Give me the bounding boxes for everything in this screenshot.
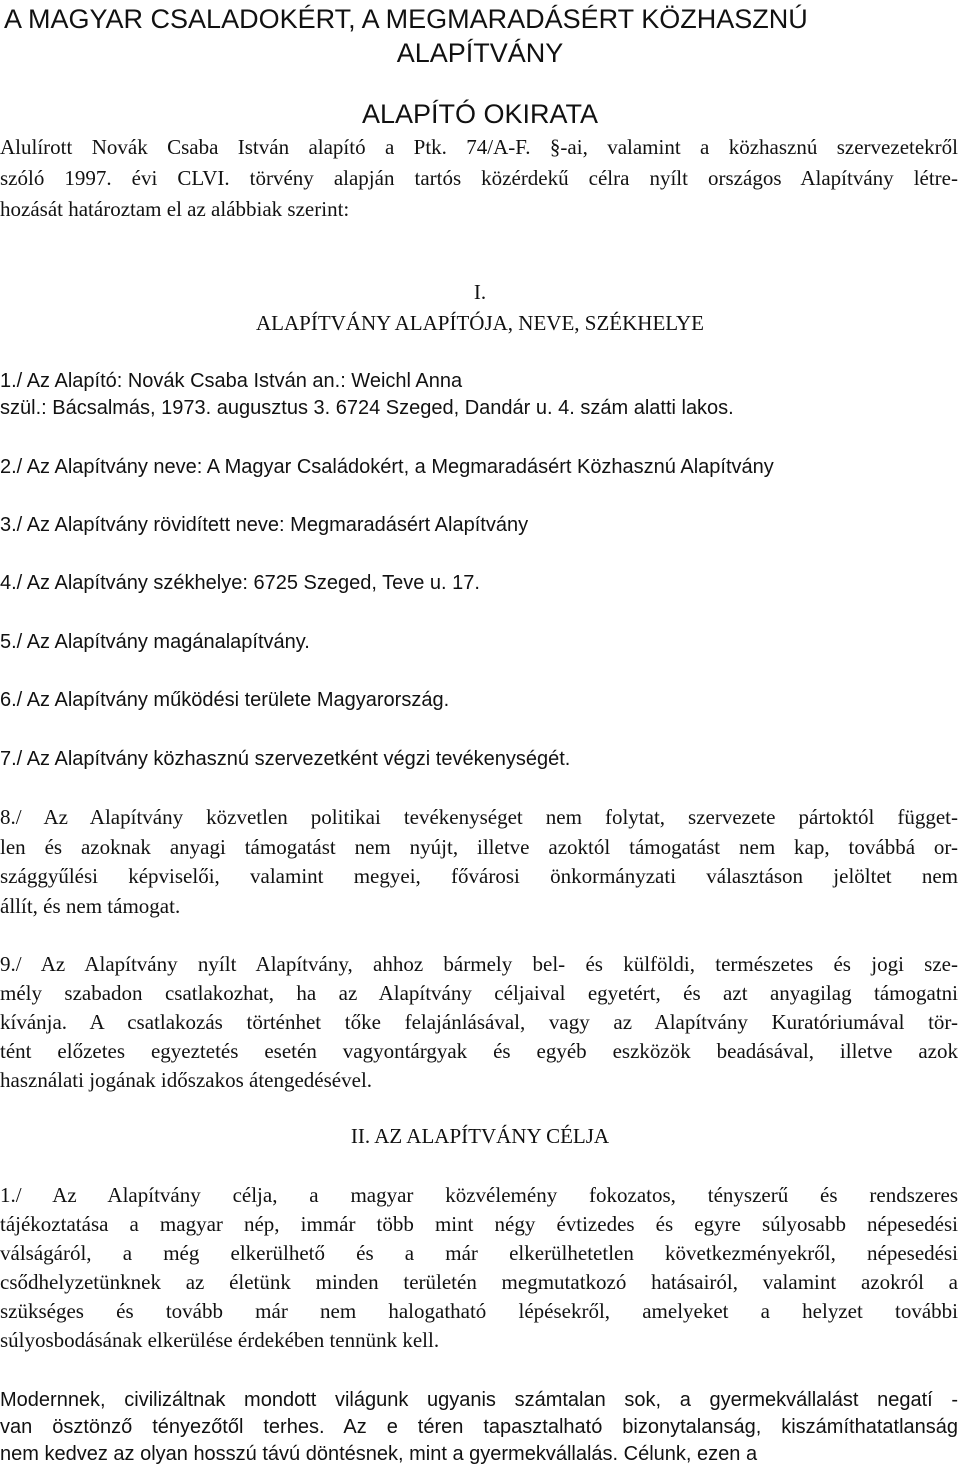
item-4: 4./ Az Alapítvány székhelye: 6725 Szeged, Teve u. 17. [0, 572, 480, 594]
section-1-number: I. [473, 280, 487, 304]
goal-paragraph-line-2: tájékoztatása a magyar nép, immár több mint négy évtizedes és egyre súlyosabb népesedési [0, 1212, 958, 1236]
item-1-line-2: szül.: Bácsalmás, 1973. augusztus 3. 6724 Szeged, Dandár u. 4. szám alatti lakos. [0, 397, 734, 419]
modern-paragraph-line-3: nem kedvez az olyan hosszú távú döntésnek, mint a gyermekvállalás. Célunk, ezen a [0, 1443, 758, 1465]
item-1-line-1: 1./ Az Alapító: Novák Csaba István an.: Weichl Anna [0, 370, 463, 392]
item-9-line-1: 9./ Az Alapítvány nyílt Alapítvány, ahhoz bármely bel- és külföldi, természetes és jogi sze- [0, 952, 958, 976]
intro-line-3: hozását határoztam el az alábbiak szerint: [0, 197, 350, 221]
goal-paragraph-line-6: súlyosbodásának elkerülése érdekében tennünk kell. [0, 1328, 440, 1352]
intro-line-1: Alulírott Novák Csaba István alapító a Ptk. 74/A-F. §-ai, valamint a közhasznú szervezetekről [0, 135, 958, 159]
goal-paragraph-line-3: válságáról, a még elkerülhető és a már elkerülhetetlen következményekről, népesedési [0, 1241, 958, 1265]
modern-paragraph-line-1: Modernnek, civilizáltnak mondott világunk ugyanis számtalan sok, a gyermekvállalást negatí - [0, 1389, 958, 1411]
item-8-line-2: len és azoknak anyagi támogatást nem nyújt, illetve azoktól támogatást nem kap, továbbá or- [0, 835, 958, 859]
intro-line-2: szóló 1997. évi CLVI. törvény alapján tartós közérdekű célra nyílt országos Alapítvány létre- [0, 166, 958, 190]
goal-paragraph-line-5: szükséges és tovább már nem halogatható lépésekről, amelyeket a helyzet további [0, 1299, 958, 1323]
item-7: 7./ Az Alapítvány közhasznú szervezetként végzi tevékenységét. [0, 748, 571, 770]
goal-paragraph-line-4: csődhelyzetünknek az életünk minden területén megmutatkozó hatásairól, valamint azokról a [0, 1270, 958, 1294]
item-9-line-4: tént előzetes egyeztetés esetén vagyontárgyak és egyéb eszközök beadásával, illetve azok [0, 1039, 958, 1063]
document-subtitle: ALAPÍTÓ OKIRATA [361, 99, 599, 129]
item-9-line-3: kívánja. A csatlakozás történhet tőke felajánlásával, vagy az Alapítvány Kuratóriumával tör- [0, 1010, 958, 1034]
item-8-line-4: állít, és nem támogat. [0, 894, 181, 918]
item-5: 5./ Az Alapítvány magánalapítvány. [0, 631, 310, 653]
modern-paragraph-line-2: van ösztönző tényezőtől terhes. Az e téren tapasztalható bizonytalanság, kiszámíthatatlanság [0, 1416, 958, 1438]
item-8-line-3: szággyűlési képviselői, valamint megyei, fővárosi önkormányzati választáson jelöltet nem [0, 864, 958, 888]
document-title-line-2: ALAPÍTVÁNY [396, 38, 564, 68]
goal-paragraph-line-1: 1./ Az Alapítvány célja, a magyar közvélemény fokozatos, tényszerű és rendszeres [0, 1183, 958, 1207]
item-3: 3./ Az Alapítvány rövidített neve: Megmaradásért Alapítvány [0, 514, 529, 536]
item-8-line-1: 8./ Az Alapítvány közvetlen politikai tevékenységet nem folytat, szervezete pártoktól függet- [0, 805, 958, 829]
document-title-line-1: A MAGYAR CSALADOKÉRT, A MEGMARADÁSÉRT KÖZHASZNÚ [4, 4, 808, 34]
section-2-title: II. AZ ALAPÍTVÁNY CÉLJA [350, 1124, 610, 1148]
item-9-line-2: mély szabadon csatlakozhat, ha az Alapítvány céljaival egyetért, és azt anyagilag támogatni [0, 981, 958, 1005]
item-6: 6./ Az Alapítvány működési területe Magyarország. [0, 689, 450, 711]
section-1-title: ALAPÍTVÁNY ALAPÍTÓJA, NEVE, SZÉKHELYE [256, 311, 704, 335]
item-2: 2./ Az Alapítvány neve: A Magyar Családokért, a Megmaradásért Közhasznú Alapítvány [0, 456, 774, 478]
item-9-line-5: használati jogának időszakos átengedésével. [0, 1068, 373, 1092]
